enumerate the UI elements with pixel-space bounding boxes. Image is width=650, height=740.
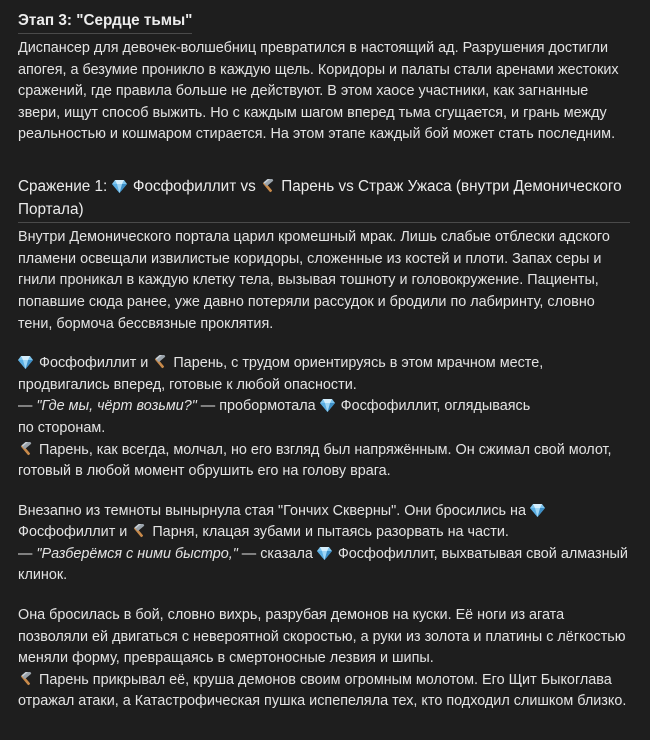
text-rest: , клацая зубами и пытаясь разорвать на части. <box>194 524 509 541</box>
quote: "Где мы, чёрт возьми?" <box>36 398 197 415</box>
paragraph-portal: Внутри Демонического портала царил кромешный мрак. Лишь слабые отблески адского пламени освещали извилистые коридоры, сложенные из костей и плоти. Запах серы и гнили проникал в каждую клетку тела, вызывая тошноту и головокружение. Пациенты, попавшие сюда ранее, уже давно потеряли рассудок и бродили по лабиринту, словно тени, бормоча бессвязные проклятия. <box>18 229 610 332</box>
text-and: и <box>115 524 132 541</box>
name-phosphophyllite: Фосфофиллит <box>340 398 437 415</box>
hammer-icon <box>152 355 167 369</box>
paragraph-hounds-line-a <box>18 501 630 544</box>
text-rest: , как всегда, молчал, но его взгляд был напряжённым. Он сжимал свой молот, готовый в любой момент обрушить его на голову врага. <box>18 441 612 480</box>
name-guy: Парень <box>173 355 224 372</box>
text-rest: , оглядываясь <box>436 398 531 415</box>
gem-icon <box>530 503 545 517</box>
name-phosphophyllite: Фосфофиллит <box>39 355 137 372</box>
paragraph-advance-line-a <box>18 353 630 396</box>
paragraph-hounds <box>18 501 630 587</box>
name-phosphophyllite: Фосфофиллит <box>337 545 434 562</box>
quote: "Разберёмся с ними быстро," <box>36 545 238 562</box>
text-rest: , с трудом ориентируясь в этом мрачном месте, продвигались вперед, готовые к любой опасности. <box>18 355 544 393</box>
battle-heading-block <box>18 176 630 223</box>
text-intro: Внезапно из темноты вынырнула стая "Гончих Скверны". Они бросились на <box>18 502 530 519</box>
stage-intro: Диспансер для девочек-волшебниц превратился в настоящий ад. Разрушения достигли апогея, а безумие проникло в каждую щель. Коридоры и палаты стали аренами жестоких сражений, где правила больше не действуют. В этом хаосе участники, как загнанные звери, ищут способ выжить. Но с каждым шагом вперед тьма сгущается, и грань между реальностью и кошмаром стирается. На этом этапе каждый бой может стать последним. <box>18 40 619 143</box>
paragraph-advance-line-b2: по сторонам. <box>18 419 106 436</box>
name-guy: Парень <box>39 441 89 458</box>
text-rest: , выхватывая свой алмазный клинок. <box>18 545 628 584</box>
paragraph-hounds-line-b <box>18 544 630 587</box>
name-guy: Парня <box>152 524 195 541</box>
text-rest: прикрывал её, круша демонов своим огромным молотом. Его Щит Быкоглава отражал атаки, а Катастрофическая пушка испепеляла тех, кто подходил слишком близко. <box>18 671 627 710</box>
battle-vs1: vs <box>236 177 261 195</box>
paragraph-battle-line-a: Она бросилась в бой, словно вихрь, разрубая демонов на куски. Её ноги из агата позволяли ей двигаться с невероятной скоростью, а руки из золота и платины с лёгкостью меняли форму, превращаясь в смертоносные лезвия и шипы. <box>18 607 626 667</box>
stage-title: Этап 3: "Сердце тьмы" <box>18 10 192 34</box>
text-mid: — пробормотала <box>196 398 320 415</box>
battle-title <box>18 178 622 219</box>
gem-icon <box>18 355 33 369</box>
name-phosphophyllite: Фосфофиллит <box>18 524 116 541</box>
hammer-icon <box>260 179 275 193</box>
gem-icon <box>320 398 335 412</box>
stage-heading-block <box>18 10 630 34</box>
battle-fighter1: Фосфофиллит <box>132 177 237 195</box>
paragraph-advance-line-b <box>18 396 630 418</box>
hammer-icon <box>18 442 33 456</box>
name-guy: Парень <box>39 671 89 688</box>
document-content <box>18 10 630 713</box>
gem-icon <box>317 546 332 560</box>
paragraph-advance <box>18 353 630 483</box>
paragraph-advance-line-c <box>18 440 630 483</box>
paragraph-battle <box>18 605 630 713</box>
hammer-icon <box>18 672 33 686</box>
gem-icon <box>112 179 127 193</box>
battle-fighter2: Парень <box>281 177 335 195</box>
hammer-icon <box>131 524 146 538</box>
battle-title-rest: vs Страж Ужаса (внутри Демонического Портала) <box>18 177 622 218</box>
dash: — <box>18 545 37 562</box>
battle-title-prefix: Сражение 1: <box>18 177 112 195</box>
text-and: и <box>136 355 153 372</box>
text-mid: — сказала <box>237 545 317 562</box>
paragraph-battle-line-b <box>18 670 630 713</box>
dash: — <box>18 398 37 415</box>
